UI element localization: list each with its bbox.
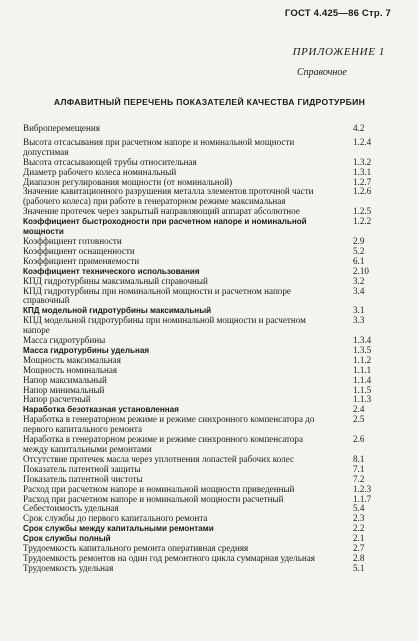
entry-number: 1.2.3	[353, 483, 372, 494]
entry-number: 5.4	[353, 503, 365, 514]
entry-number: 1.1.5	[353, 384, 372, 395]
entry-label: Диаметр рабочего колеса номинальный	[23, 166, 177, 177]
entry-number: 2.9	[353, 235, 365, 246]
entry-label: Виброперемещения	[23, 123, 100, 133]
appendix-subtitle: Справочное	[297, 67, 347, 78]
entry-label: Коэффициент оснащенности	[23, 245, 135, 256]
entry-number: 2.5	[353, 414, 365, 425]
document-title: АЛФАВИТНЫЙ ПЕРЕЧЕНЬ ПОКАЗАТЕЛЕЙ КАЧЕСТВА ГИДРОТУРБИН	[53, 97, 366, 107]
entry-label: Напор максимальный	[23, 374, 107, 385]
index-entry	[23, 138, 395, 158]
entry-number: 2.1	[353, 533, 365, 544]
entry-label: Расход при расчетном напоре и номинальной мощности приведенный	[23, 483, 295, 494]
entry-label: Показатель патентной чистоты	[23, 473, 143, 484]
index-entry	[23, 257, 395, 267]
entry-number: 8.1	[353, 453, 365, 464]
page-header: ГОСТ 4.425—86 Стр. 7	[284, 8, 391, 19]
index-entry	[23, 316, 395, 336]
index-entry	[23, 277, 395, 287]
entry-number: 1.2.2	[353, 216, 372, 227]
entry-label: Наработка в генераторном режиме и режиме синхронного компенсатора между капитальными ремонтами	[23, 434, 304, 454]
index-entry	[23, 524, 395, 534]
entry-label: Напор расчетный	[23, 394, 91, 405]
entry-number: 5.2	[353, 245, 365, 256]
entry-number: 7.1	[353, 463, 365, 474]
entry-label: КПД гидротурбины при номинальной мощности и расчетном напоре справочный	[23, 285, 291, 306]
index-entry	[23, 564, 395, 574]
entry-label: Масса гидротурбины	[23, 335, 106, 346]
entry-label: Срок службы до первого капитального ремонта	[23, 513, 208, 524]
entry-label: Масса гидротурбины удельная	[23, 345, 150, 355]
index-entry	[23, 217, 395, 237]
entry-number: 2.2	[353, 523, 365, 534]
index-entry	[23, 287, 395, 307]
entry-label: Расход при расчетном напоре и номинальной мощности расчетный	[23, 493, 284, 504]
index-entry	[23, 187, 395, 207]
entry-label: Мощность максимальная	[23, 354, 121, 365]
entry-label: Коэффициент быстроходности при расчетном напоре и номинальной мощности	[23, 217, 307, 237]
entry-label: Коэффициент технического использования	[23, 266, 200, 276]
index-list	[23, 124, 395, 574]
entry-label: Коэффициент готовности	[23, 235, 122, 246]
entry-label: Наработка в генераторном режиме и режиме синхронного компенсатора до первого капитального ремонта	[23, 414, 315, 435]
entry-label: Наработка безотказная установленная	[23, 405, 179, 415]
entry-label: Трудоемкость капитального ремонта оперативная средняя	[23, 543, 249, 554]
entry-label: Напор минимальный	[23, 384, 105, 395]
entry-number: 5.1	[353, 562, 365, 573]
entry-number: 2.4	[353, 404, 365, 415]
entry-label: Показатель патентной защиты	[23, 463, 141, 474]
entry-label: Высота отсасывающей трубы относительная	[23, 156, 197, 167]
entry-label: Срок службы полный	[23, 534, 111, 544]
entry-number: 1.2.7	[353, 176, 372, 187]
entry-number: 3.4	[353, 285, 365, 296]
entry-number: 3.2	[353, 275, 365, 286]
entry-number: 1.3.5	[353, 344, 372, 355]
entry-label: Себестоимость удельная	[23, 503, 119, 514]
entry-number: 3.1	[353, 305, 365, 316]
index-entry	[23, 435, 395, 455]
entry-number: 2.7	[353, 543, 365, 554]
index-entry	[23, 415, 395, 435]
entry-number: 3.3	[353, 315, 365, 326]
entry-number: 4.2	[353, 123, 365, 133]
entry-number: 2.6	[353, 434, 365, 445]
entry-number: 1.1.2	[353, 354, 372, 365]
entry-number: 1.1.7	[353, 493, 372, 504]
entry-label: Срок службы между капитальными ремонтами	[23, 524, 214, 534]
entry-number: 1.3.1	[353, 166, 372, 177]
entry-label: Трудоемкость ремонтов на один год ремонтного цикла суммарная удельная	[23, 552, 315, 563]
index-entry	[23, 124, 395, 134]
entry-number: 1.1.1	[353, 364, 372, 375]
appendix-title: ПРИЛОЖЕНИЕ 1	[292, 46, 385, 58]
entry-number: 1.2.6	[353, 186, 372, 197]
entry-number: 1.3.4	[353, 335, 372, 346]
entry-number: 1.2.4	[353, 136, 372, 147]
entry-number: 7.2	[353, 473, 365, 484]
entry-number: 1.2.5	[353, 206, 372, 217]
entry-label: Отсутствие протечек масла через уплотнения лопастей рабочих колес	[23, 453, 295, 464]
entry-label: Трудоемкость удельная	[23, 562, 114, 573]
entry-label: Диапазон регулирования мощности (от номинальной)	[23, 176, 233, 187]
entry-label: Значение протечек через закрытый направляющий аппарат абсолютное	[23, 206, 300, 217]
entry-label: Коэффициент применяемости	[23, 255, 140, 266]
index-entry	[23, 336, 395, 346]
index-entry	[23, 395, 395, 405]
entry-label: Мощность номинальная	[23, 364, 118, 375]
entry-number: 1.1.4	[353, 374, 372, 385]
index-entry	[23, 207, 395, 217]
entry-label: КПД модельной гидротурбины при номинальной мощности и расчетном напоре	[23, 315, 306, 336]
entry-number: 2.3	[353, 513, 365, 524]
entry-label: КПД модельной гидротурбины максимальный	[23, 306, 212, 316]
entry-number: 2.10	[353, 265, 369, 276]
entry-number: 1.3.2	[353, 156, 372, 167]
entry-number: 2.8	[353, 552, 365, 563]
entry-number: 1.1.3	[353, 394, 372, 405]
entry-label: КПД гидротурбины максимальный справочный	[23, 275, 208, 286]
entry-label: Высота отсасывания при расчетном напоре и номинальной мощности допустимая	[23, 136, 295, 157]
entry-number: 6.1	[353, 255, 365, 266]
entry-label: Значение кавитационного разрушения металла элементов проточной части (рабочего колеса) при работе в генераторном режиме максимальная	[23, 186, 314, 207]
index-entry	[23, 514, 395, 524]
